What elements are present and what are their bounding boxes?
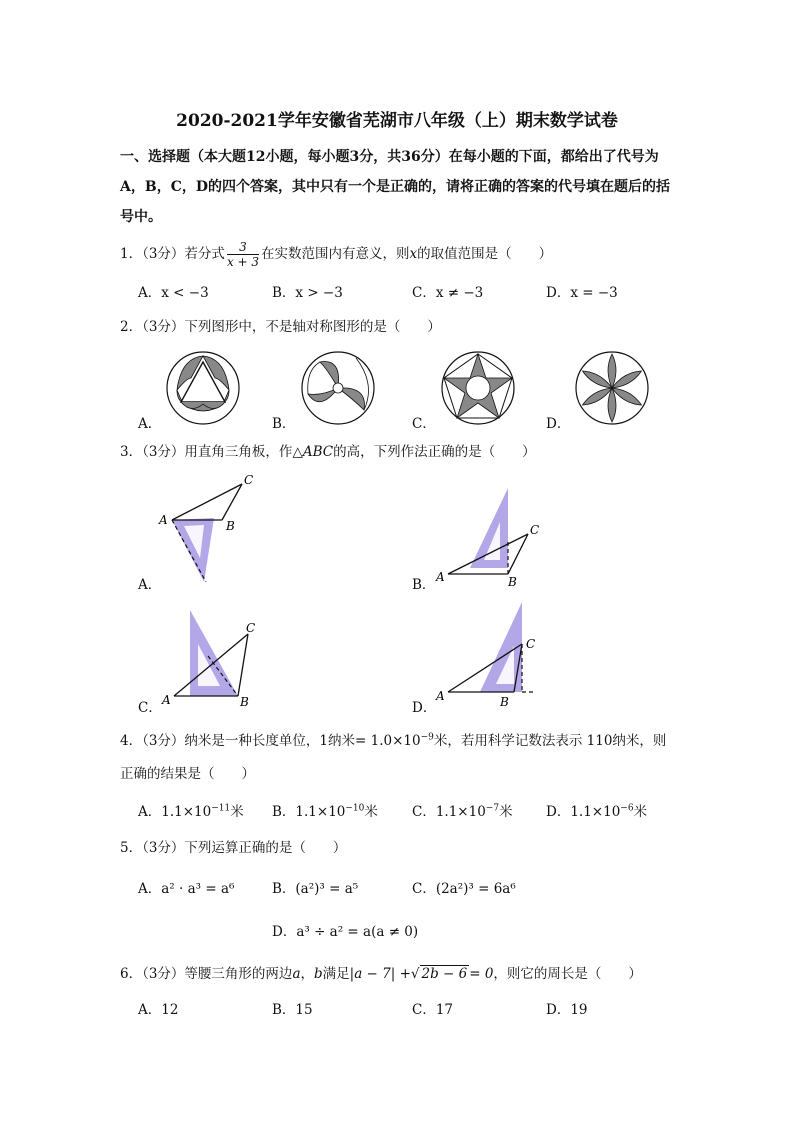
q3d-point-a: A [436, 689, 445, 703]
instruction-line-1: 一、选择题（本大题12小题，每小题3分，共36分）在每小题的下面，都给出了代号为 [120, 149, 659, 165]
q3d-point-b: B [500, 695, 509, 709]
q2-label-d: D． [546, 416, 571, 432]
q4-option-a-label: A．1.1×10 [138, 804, 212, 820]
q1-var: x [409, 246, 418, 262]
q6-stem-a: 6．（3分）等腰三角形的两边 [120, 966, 293, 982]
q2-figure-c [438, 348, 518, 428]
q5-option-d: D．a³ ÷ a² = a(a ≠ 0) [272, 924, 419, 940]
q6-option-b: B．15 [272, 1002, 313, 1018]
q4-option-d-unit: 米 [633, 804, 648, 820]
q4-option-d [546, 800, 647, 820]
q3c-point-b: B [240, 695, 249, 709]
q6-cond-a: |a − 7| + [349, 966, 411, 982]
q5-option-a: A．a² · a³ = a⁶ [138, 881, 235, 897]
q6-cond-b: = 0 [469, 966, 494, 982]
q4-option-d-label: D．1.1×10 [546, 804, 621, 820]
q4-option-a [138, 800, 244, 820]
q3-label-a: A． [138, 577, 162, 593]
question-2-stem: 2．（3分）下列图形中，不是轴对称图形的是（ ） [120, 319, 441, 335]
q4-option-c [412, 800, 513, 820]
q6-stem-b: 满足 [322, 966, 350, 982]
q2-figure-b [298, 348, 378, 428]
q6-var-b: b [314, 966, 323, 982]
q6-var-a: a [292, 966, 301, 982]
q3-figure-b [430, 482, 550, 592]
instruction-line-2: A，B，C，D的四个答案，其中只有一个是正确的，请将正确的答案的代号填在题后的括 [120, 179, 670, 195]
q3b-point-a: A [436, 570, 445, 584]
q3-label-b: B． [412, 577, 436, 593]
q4-line1-c: 米，若用科学记数法表示 110纳米，则 [433, 733, 667, 749]
q4-option-b-label: B．1.1×10 [272, 804, 346, 820]
q3a-point-a: A [159, 513, 168, 527]
q3-figure-a [158, 470, 268, 590]
q3-label-c: C． [138, 700, 162, 716]
q1-suffix-b: 的取值范围是（ ） [417, 246, 553, 262]
question-4-line-1 [120, 729, 666, 749]
q6-sep: ， [300, 966, 314, 982]
q4-line1-b: = 1.0×10 [355, 733, 421, 749]
question-4-line-2: 正确的结果是（ ） [120, 766, 255, 782]
q3-label-d: D． [412, 700, 437, 716]
question-6-stem: 6．（3分）等腰三角形的两边a，b满足|a − 7| +√ 2b − 6 = 0，则它的周长是（ ） [120, 966, 642, 982]
q3-figure-c [158, 606, 278, 716]
q4-option-a-exp: −11 [211, 803, 231, 814]
q4-option-a-unit: 米 [230, 804, 244, 820]
q2-label-a: A． [138, 416, 162, 432]
q3b-point-b: B [508, 575, 517, 589]
q3-stem-b: 的高，下列作法正确的是（ ） [333, 444, 536, 460]
q3a-point-b: B [226, 519, 235, 533]
q1-option-a: A．x < −3 [138, 285, 209, 301]
q3c-point-a: A [162, 693, 171, 707]
q4-option-b-unit: 米 [364, 804, 378, 820]
q6-stem-c: ，则它的周长是（ ） [493, 966, 642, 982]
q3a-point-c: C [244, 473, 254, 487]
question-3-stem [120, 440, 536, 460]
q6-cond-sqrt: 2b − 6 [421, 966, 468, 982]
q1-fraction [227, 240, 259, 269]
q3d-point-c: C [526, 637, 536, 651]
q3-triangle: △ABC [292, 444, 334, 460]
q1-option-b: B．x > −3 [272, 285, 343, 301]
section-instructions [120, 142, 680, 232]
question-1-stem [120, 240, 552, 269]
q1-frac-numerator: 3 [227, 240, 259, 255]
q2-figure-d [572, 348, 652, 428]
page-title: 2020-2021学年安徽省芜湖市八年级（上）期末数学试卷 [176, 111, 618, 131]
q3b-point-c: C [530, 523, 540, 537]
q4-option-b-exp: −10 [345, 803, 365, 814]
q2-label-b: B． [272, 416, 296, 432]
instruction-line-3: 号中。 [120, 209, 162, 225]
q4-option-c-label: C．1.1×10 [412, 804, 486, 820]
q4-option-d-exp: −6 [620, 803, 634, 814]
q5-option-b: B．(a²)³ = a⁵ [272, 881, 359, 897]
q2-figure-a [163, 348, 243, 428]
q4-line1-a: 4．（3分）纳米是一种长度单位，1纳米 [120, 733, 356, 749]
q3c-point-c: C [246, 621, 256, 635]
q6-option-d: D．19 [546, 1002, 588, 1018]
q3-stem-a: 3．（3分）用直角三角板，作 [120, 444, 293, 460]
q1-frac-denominator: x + 3 [226, 255, 260, 269]
q4-option-c-exp: −7 [485, 803, 500, 814]
q1-option-d: D．x = −3 [546, 285, 618, 301]
q1-prefix: 1．（3分）若分式 [120, 246, 225, 262]
q4-option-b [272, 800, 378, 820]
q6-option-a: A．12 [138, 1002, 179, 1018]
q6-option-c: C．17 [412, 1002, 454, 1018]
q5-option-c: C．(2a²)³ = 6a⁶ [412, 881, 516, 897]
q4-option-c-unit: 米 [499, 804, 513, 820]
question-5-stem: 5．（3分）下列运算正确的是（ ） [120, 840, 347, 856]
q1-suffix-a: 在实数范围内有意义，则 [261, 246, 410, 262]
q1-option-c: C．x ≠ −3 [412, 285, 484, 301]
q3-figure-d [430, 598, 550, 713]
q2-label-c: C． [412, 416, 436, 432]
q4-line1-exp: −9 [420, 732, 434, 743]
